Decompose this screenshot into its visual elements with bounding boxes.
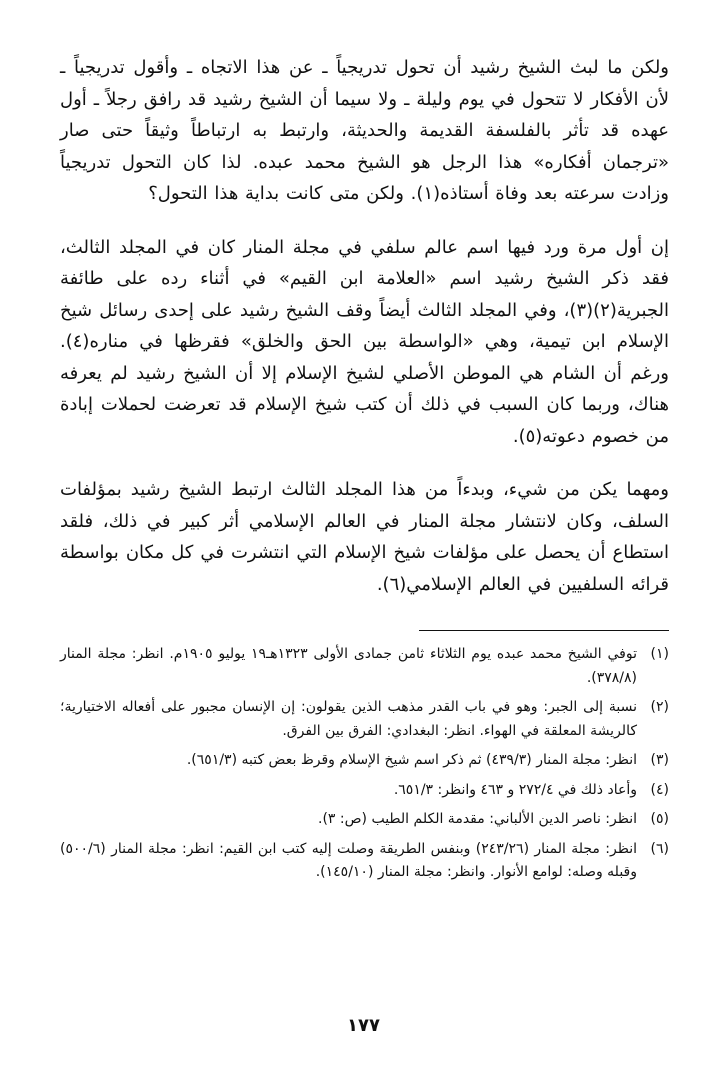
footnote-number: (١) — [650, 646, 669, 662]
footnote — [60, 749, 669, 773]
paragraph: إن أول مرة ورد فيها اسم عالم سلفي في مجلة المنار كان في المجلد الثالث، فقد ذكر الشيخ رشيد اسم «العلامة ابن القيم» في أثناء رده على طائفة الجبرية(٢)(٣)، وفي المجلد الثالث أيضاً وقف الشيخ رشيد على إحدى رسائل شيخ الإسلام ابن تيمية، وهي «الواسطة بين الحق والخلق» فقرظها في مناره(٤). ورغم أن الشام هي الموطن الأصلي لشيخ الإسلام إلا أن الشيخ رشيد لم يعرفه هناك، وربما كان السبب في ذلك أن كتب شيخ الإسلام قد تعرضت لحملات إبادة من خصوم دعوته(٥). — [60, 236, 669, 447]
footnote-number: (٦) — [650, 840, 669, 857]
footnote-number: (٢) — [650, 699, 669, 715]
paragraph: ولكن ما لبث الشيخ رشيد أن تحول تدريجياً ـ عن هذا الاتجاه ـ وأقول تدريجياً ـ لأن الأفكار لا تتحول في يوم وليلة ـ ولا سيما أن الشيخ رشيد قد رافق رجلاً ـ أول عهده قد تأثر بالفلسفة القديمة والحديثة، وارتبط به ارتباطاً وثيقاً حتى صار «ترجمان أفكاره» هذا الرجل هو الشيخ محمد عبده. لذا كان التحول تدريجياً وزادت سرعته بعد وفاة أستاذه(١). ولكن متى كانت بداية هذا التحول؟ — [60, 57, 669, 204]
footnote-number: (٤) — [650, 781, 669, 798]
footnote-number: (٥) — [650, 811, 669, 827]
paragraph: ومهما يكن من شيء، وبدءاً من هذا المجلد الثالث ارتبط الشيخ رشيد بمؤلفات السلف، وكان لانتشار مجلة المنار في العالم الإسلامي أثر كبير في ذلك، فلقد استطاع أن يحصل على مؤلفات شيخ الإسلام التي انتشرت في كل مكان بواسطة قرائه السلفيين في العالم الإسلامي(٦). — [60, 479, 669, 595]
footnotes — [60, 643, 669, 885]
footnote — [60, 838, 669, 885]
footnote — [60, 643, 669, 690]
footnote — [60, 808, 669, 832]
footnote-text: نسبة إلى الجبر: وهو في باب القدر مذهب الذين يقولون: إن الإنسان مجبور على أفعاله الاختيارية؛ كالريشة المعلقة في الهواء. انظر: البغدادي: الفرق بين الفرق. — [60, 699, 637, 739]
footnote — [60, 779, 669, 803]
footnote-text: وأعاد ذلك في ٢٧٢/٤ و ٤٦٣ وانظر: ٦٥١/٣. — [393, 781, 637, 798]
footnote-number: (٣) — [650, 752, 669, 768]
footnote-text: توفي الشيخ محمد عبده يوم الثلاثاء ثامن جمادى الأولى ١٣٢٣هـ١٩ يوليو ١٩٠٥م. انظر: مجلة المنار (٣٧٨/٨). — [60, 646, 637, 686]
footnote-text: انظر: مجلة المنار (٤٣٩/٣) ثم ذكر اسم شيخ الإسلام وقرظ بعض كتبه (٦٥١/٣). — [186, 752, 637, 768]
page-number: ١٧٧ — [347, 1015, 380, 1036]
main-text — [60, 52, 669, 600]
footnote-text: انظر: مجلة المنار (٢٤٣/٢٦) وبنفس الطريقة وصلت إليه كتب ابن القيم: انظر: مجلة المنار (٥٠٠/٦) وقبله وصله: لوامع الأنوار. وانظر: مجلة المنار (١٤٥/١٠). — [60, 840, 638, 880]
footnote-separator — [419, 630, 669, 631]
footnote-text: انظر: ناصر الدين الألباني: مقدمة الكلم الطيب (ص: ٣). — [318, 811, 637, 827]
footnote — [60, 696, 669, 743]
